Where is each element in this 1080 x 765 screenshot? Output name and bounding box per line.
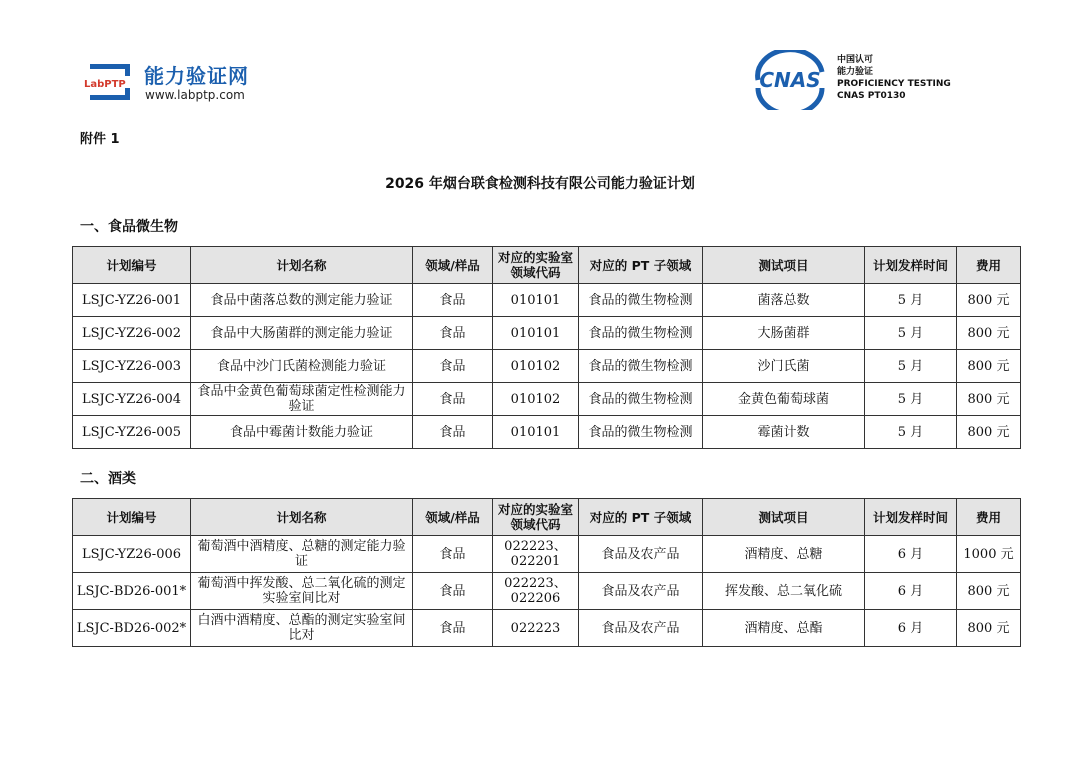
test-item-cell: 沙门氏菌 — [703, 350, 865, 383]
table-header-row — [73, 247, 1021, 284]
cnas-caption — [837, 54, 951, 102]
column-header: 计划名称 — [191, 247, 413, 284]
plan-id-cell: LSJC-YZ26-004 — [73, 383, 191, 416]
test-item-cell: 金黄色葡萄球菌 — [703, 383, 865, 416]
lab-code-cell: 010101 — [493, 317, 579, 350]
table-row — [73, 350, 1021, 383]
fee-cell: 1000 元 — [957, 536, 1021, 573]
section-heading-wine: 二、酒类 — [80, 471, 136, 487]
pt-subfield-cell: 食品及农产品 — [579, 536, 703, 573]
table-row — [73, 610, 1021, 647]
svg-text:CNAS: CNAS — [759, 68, 821, 92]
document-title: 2026 年烟台联食检测科技有限公司能力验证计划 — [385, 176, 695, 192]
dispatch-time-cell: 6 月 — [865, 536, 957, 573]
lab-code-cell: 010101 — [493, 416, 579, 449]
column-header: 计划编号 — [73, 499, 191, 536]
sample-cell: 食品 — [413, 350, 493, 383]
labptp-logo-icon — [82, 62, 134, 102]
table-row — [73, 573, 1021, 610]
dispatch-time-cell: 5 月 — [865, 383, 957, 416]
lab-code-cell: 010102 — [493, 350, 579, 383]
test-item-cell: 菌落总数 — [703, 284, 865, 317]
fee-cell: 800 元 — [957, 317, 1021, 350]
lab-code-cell: 022223、022201 — [493, 536, 579, 573]
column-header: 测试项目 — [703, 247, 865, 284]
sample-cell: 食品 — [413, 573, 493, 610]
lab-code-cell: 010101 — [493, 284, 579, 317]
column-header: 计划发样时间 — [865, 499, 957, 536]
plan-id-cell: LSJC-YZ26-003 — [73, 350, 191, 383]
pt-subfield-cell: 食品的微生物检测 — [579, 416, 703, 449]
dispatch-time-cell: 5 月 — [865, 350, 957, 383]
sample-cell: 食品 — [413, 610, 493, 647]
fee-cell: 800 元 — [957, 416, 1021, 449]
column-header: 领域/样品 — [413, 499, 493, 536]
pt-subfield-cell: 食品的微生物检测 — [579, 350, 703, 383]
sample-cell: 食品 — [413, 317, 493, 350]
column-header: 对应的 PT 子领域 — [579, 499, 703, 536]
cnas-caption-line: PROFICIENCY TESTING — [837, 79, 951, 89]
plan-name-cell: 食品中菌落总数的测定能力验证 — [191, 284, 413, 317]
logo-site-name: 能力验证网 — [144, 64, 249, 88]
test-item-cell: 挥发酸、总二氧化硫 — [703, 573, 865, 610]
column-header: 费用 — [957, 499, 1021, 536]
plan-name-cell: 食品中大肠菌群的测定能力验证 — [191, 317, 413, 350]
fee-cell: 800 元 — [957, 573, 1021, 610]
pt-subfield-cell: 食品及农产品 — [579, 610, 703, 647]
table-header-row — [73, 499, 1021, 536]
column-header: 计划发样时间 — [865, 247, 957, 284]
dispatch-time-cell: 5 月 — [865, 317, 957, 350]
plan-name-cell: 食品中金黄色葡萄球菌定性检测能力验证 — [191, 383, 413, 416]
table-row — [73, 416, 1021, 449]
cnas-logo — [750, 50, 970, 110]
pt-subfield-cell: 食品的微生物检测 — [579, 383, 703, 416]
sample-cell: 食品 — [413, 383, 493, 416]
test-item-cell: 酒精度、总糖 — [703, 536, 865, 573]
labptp-logo — [82, 58, 282, 108]
pt-subfield-cell: 食品的微生物检测 — [579, 284, 703, 317]
column-header: 计划名称 — [191, 499, 413, 536]
plan-name-cell: 葡萄酒中挥发酸、总二氧化硫的测定实验室间比对 — [191, 573, 413, 610]
lab-code-cell: 022223 — [493, 610, 579, 647]
test-item-cell: 霉菌计数 — [703, 416, 865, 449]
table-row — [73, 317, 1021, 350]
dispatch-time-cell: 5 月 — [865, 416, 957, 449]
plan-id-cell: LSJC-BD26-001* — [73, 573, 191, 610]
table-row — [73, 536, 1021, 573]
fee-cell: 800 元 — [957, 284, 1021, 317]
test-item-cell: 酒精度、总酯 — [703, 610, 865, 647]
cnas-caption-line: 能力验证 — [837, 67, 874, 77]
column-header: 费用 — [957, 247, 1021, 284]
column-header: 测试项目 — [703, 499, 865, 536]
plan-name-cell: 葡萄酒中酒精度、总糖的测定能力验证 — [191, 536, 413, 573]
sample-cell: 食品 — [413, 416, 493, 449]
plan-id-cell: LSJC-YZ26-005 — [73, 416, 191, 449]
column-header: 计划编号 — [73, 247, 191, 284]
pt-subfield-cell: 食品的微生物检测 — [579, 317, 703, 350]
fee-cell: 800 元 — [957, 610, 1021, 647]
plan-name-cell: 食品中霉菌计数能力验证 — [191, 416, 413, 449]
logo-site-url: www.labptp.com — [145, 88, 245, 102]
column-header: 对应的 PT 子领域 — [579, 247, 703, 284]
plan-id-cell: LSJC-BD26-002* — [73, 610, 191, 647]
column-header: 领域/样品 — [413, 247, 493, 284]
microbiology-plan-table — [72, 246, 1021, 449]
dispatch-time-cell: 5 月 — [865, 284, 957, 317]
lab-code-cell: 010102 — [493, 383, 579, 416]
dispatch-time-cell: 6 月 — [865, 573, 957, 610]
lab-code-cell: 022223、022206 — [493, 573, 579, 610]
cnas-caption-line: CNAS PT0130 — [837, 91, 906, 101]
table-row — [73, 284, 1021, 317]
plan-id-cell: LSJC-YZ26-002 — [73, 317, 191, 350]
wine-plan-table — [72, 498, 1021, 647]
column-header: 对应的实验室领域代码 — [493, 247, 579, 284]
pt-subfield-cell: 食品及农产品 — [579, 573, 703, 610]
section-heading-microbiology: 一、食品微生物 — [80, 219, 178, 235]
test-item-cell: 大肠菌群 — [703, 317, 865, 350]
plan-id-cell: LSJC-YZ26-006 — [73, 536, 191, 573]
dispatch-time-cell: 6 月 — [865, 610, 957, 647]
plan-name-cell: 食品中沙门氏菌检测能力验证 — [191, 350, 413, 383]
cnas-emblem-icon — [750, 50, 830, 110]
sample-cell: 食品 — [413, 536, 493, 573]
plan-id-cell: LSJC-YZ26-001 — [73, 284, 191, 317]
fee-cell: 800 元 — [957, 350, 1021, 383]
cnas-caption-line: 中国认可 — [837, 55, 874, 65]
plan-name-cell: 白酒中酒精度、总酯的测定实验室间比对 — [191, 610, 413, 647]
attachment-label: 附件 1 — [80, 132, 120, 147]
column-header: 对应的实验室领域代码 — [493, 499, 579, 536]
fee-cell: 800 元 — [957, 383, 1021, 416]
table-row — [73, 383, 1021, 416]
sample-cell: 食品 — [413, 284, 493, 317]
svg-text:LabPTP: LabPTP — [84, 79, 126, 90]
